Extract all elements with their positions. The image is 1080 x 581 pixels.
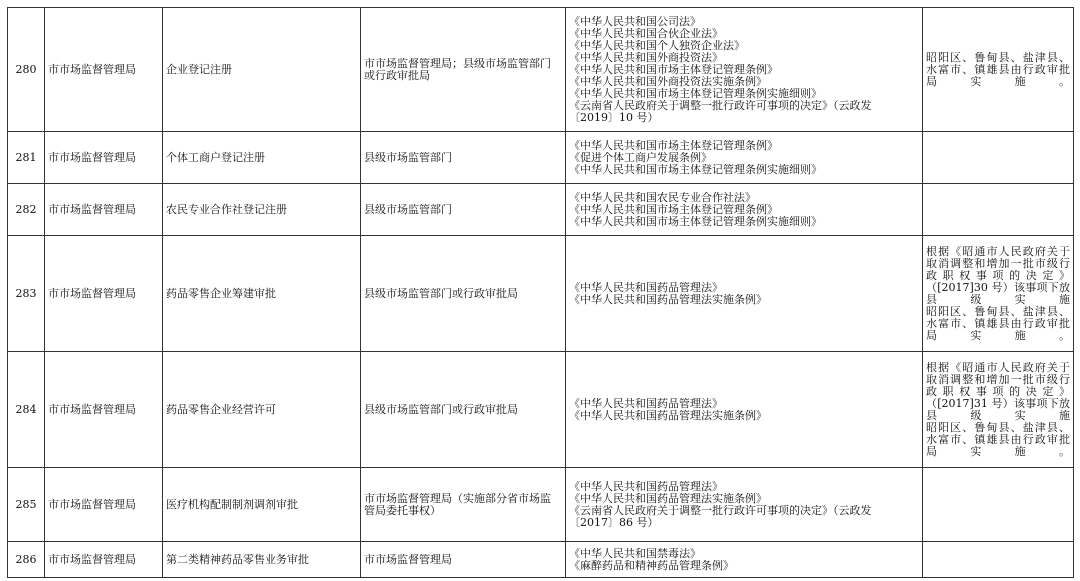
department-cell: 市市场监督管理局 [45, 8, 163, 132]
legal-basis-cell-line: 《中华人民共和国药品管理法》 [569, 397, 723, 410]
implementing-org-cell [361, 352, 566, 468]
remarks-cell [923, 468, 1074, 542]
legal-basis-cell-line: 《中华人民共和国农民专业合作社法》 [569, 191, 756, 204]
remarks-cell-line: 局实施。 [926, 75, 1070, 88]
row-number: 282 [8, 184, 45, 236]
legal-basis-cell-line: 《中华人民共和国公司法》 [569, 15, 701, 28]
remarks-cell [923, 184, 1074, 236]
legal-basis-cell [566, 352, 923, 468]
legal-basis-cell-line: 《中华人民共和国市场主体登记管理条例实施细则》 [569, 163, 822, 176]
implementing-org-cell-line: 或行政审批局 [364, 69, 430, 82]
table-body [8, 8, 1074, 578]
remarks-cell [923, 236, 1074, 352]
department-cell: 市市场监督管理局 [45, 352, 163, 468]
remarks-cell-line: 昭阳区、鲁甸县、盐津县、 [926, 51, 1070, 64]
department-cell: 市市场监督管理局 [45, 132, 163, 184]
legal-basis-cell-line: 《中华人民共和国市场主体登记管理条例实施细则》 [569, 215, 822, 228]
implementing-org-cell [361, 8, 566, 132]
item-name-cell: 药品零售企业经营许可 [163, 352, 361, 468]
legal-basis-cell-line: 〔2017〕86 号） [569, 516, 659, 529]
legal-basis-cell-line: 《中华人民共和国外商投资法实施条例》 [569, 75, 767, 88]
item-name-cell: 企业登记注册 [163, 8, 361, 132]
table-row [8, 468, 1074, 542]
legal-basis-cell [566, 132, 923, 184]
legal-basis-cell-line: 《中华人民共和国市场主体登记管理条例》 [569, 203, 778, 216]
table-row [8, 8, 1074, 132]
remarks-cell [923, 132, 1074, 184]
permission-items-table [7, 7, 1074, 578]
legal-basis-cell [566, 236, 923, 352]
implementing-org-cell [361, 184, 566, 236]
implementing-org-cell [361, 542, 566, 578]
remarks-cell-line: 水富市、镇雄县由行政审批 [926, 317, 1070, 330]
item-name-cell: 医疗机构配制制剂调剂审批 [163, 468, 361, 542]
department-cell: 市市场监督管理局 [45, 184, 163, 236]
legal-basis-cell-line: 《云南省人民政府关于调整一批行政许可事项的决定》（云政发 [569, 504, 872, 517]
legal-basis-cell-line: 《云南省人民政府关于调整一批行政许可事项的决定》（云政发 [569, 99, 872, 112]
implementing-org-cell-line: 县级市场监管部门 [364, 203, 452, 216]
table-row [8, 542, 1074, 578]
legal-basis-cell-line: 《中华人民共和国合伙企业法》 [569, 27, 723, 40]
remarks-cell-line: （[2017]31 号）该事项下放 [926, 397, 1070, 410]
table-row [8, 236, 1074, 352]
implementing-org-cell-line: 县级市场监管部门 [364, 151, 452, 164]
legal-basis-cell [566, 184, 923, 236]
implementing-org-cell-line: 县级市场监管部门或行政审批局 [364, 287, 518, 300]
table-row [8, 184, 1074, 236]
item-name-cell: 药品零售企业筹建审批 [163, 236, 361, 352]
table-row [8, 352, 1074, 468]
implementing-org-cell [361, 132, 566, 184]
remarks-cell-line: 县级实施 [926, 293, 1070, 306]
legal-basis-cell-line: 《促进个体工商户发展条例》 [569, 151, 712, 164]
legal-basis-cell-line: 《中华人民共和国药品管理法实施条例》 [569, 409, 767, 422]
remarks-cell-line: 县级实施 [926, 409, 1070, 422]
implementing-org-cell [361, 468, 566, 542]
legal-basis-cell-line: 《中华人民共和国外商投资法》 [569, 51, 723, 64]
remarks-cell-line: 水富市、镇雄县由行政审批 [926, 433, 1070, 446]
remarks-cell-line: 取消调整和增加一批市级行 [926, 373, 1070, 386]
legal-basis-cell-line: 〔2019〕10 号） [569, 111, 659, 124]
item-name-cell: 第二类精神药品零售业务审批 [163, 542, 361, 578]
remarks-cell-line: 昭阳区、鲁甸县、盐津县、 [926, 305, 1070, 318]
legal-basis-cell-line: 《中华人民共和国禁毒法》 [569, 547, 701, 560]
implementing-org-cell-line: 市市场监督管理局；县级市场监管部门 [364, 57, 551, 70]
implementing-org-cell-line: 管局委托事权） [364, 504, 441, 517]
legal-basis-cell [566, 8, 923, 132]
implementing-org-cell [361, 236, 566, 352]
remarks-cell [923, 542, 1074, 578]
remarks-cell-line: （[2017]30 号）该事项下放 [926, 281, 1070, 294]
item-name-cell: 农民专业合作社登记注册 [163, 184, 361, 236]
legal-basis-cell-line: 《中华人民共和国市场主体登记管理条例》 [569, 63, 778, 76]
remarks-cell-line: 政职权事项的决定》 [926, 385, 1070, 398]
implementing-org-cell-line: 县级市场监管部门或行政审批局 [364, 403, 518, 416]
department-cell: 市市场监督管理局 [45, 468, 163, 542]
remarks-cell-line: 根据《昭通市人民政府关于 [926, 361, 1070, 374]
legal-basis-cell-line: 《中华人民共和国药品管理法实施条例》 [569, 293, 767, 306]
legal-basis-cell-line: 《麻醉药品和精神药品管理条例》 [569, 559, 734, 572]
row-number: 286 [8, 542, 45, 578]
row-number: 283 [8, 236, 45, 352]
legal-basis-cell-line: 《中华人民共和国个人独资企业法》 [569, 39, 745, 52]
legal-basis-cell [566, 468, 923, 542]
remarks-cell-line: 取消调整和增加一批市级行 [926, 257, 1070, 270]
remarks-cell-line: 局实施。 [926, 329, 1070, 342]
remarks-cell [923, 8, 1074, 132]
department-cell: 市市场监督管理局 [45, 236, 163, 352]
remarks-cell-line: 政职权事项的决定》 [926, 269, 1070, 282]
remarks-cell-line: 根据《昭通市人民政府关于 [926, 245, 1070, 258]
department-cell: 市市场监督管理局 [45, 542, 163, 578]
implementing-org-cell-line: 市市场监督管理局 [364, 553, 452, 566]
legal-basis-cell-line: 《中华人民共和国药品管理法》 [569, 281, 723, 294]
row-number: 281 [8, 132, 45, 184]
row-number: 280 [8, 8, 45, 132]
legal-basis-cell-line: 《中华人民共和国市场主体登记管理条例》 [569, 139, 778, 152]
remarks-cell-line: 局实施。 [926, 445, 1070, 458]
legal-basis-cell [566, 542, 923, 578]
remarks-cell [923, 352, 1074, 468]
remarks-cell-line: 昭阳区、鲁甸县、盐津县、 [926, 421, 1070, 434]
remarks-cell-line: 水富市、镇雄县由行政审批 [926, 63, 1070, 76]
item-name-cell: 个体工商户登记注册 [163, 132, 361, 184]
implementing-org-cell-line: 市市场监督管理局（实施部分省市场监 [364, 492, 551, 505]
row-number: 285 [8, 468, 45, 542]
legal-basis-cell-line: 《中华人民共和国市场主体登记管理条例实施细则》 [569, 87, 822, 100]
table-row [8, 132, 1074, 184]
legal-basis-cell-line: 《中华人民共和国药品管理法》 [569, 480, 723, 493]
legal-basis-cell-line: 《中华人民共和国药品管理法实施条例》 [569, 492, 767, 505]
row-number: 284 [8, 352, 45, 468]
